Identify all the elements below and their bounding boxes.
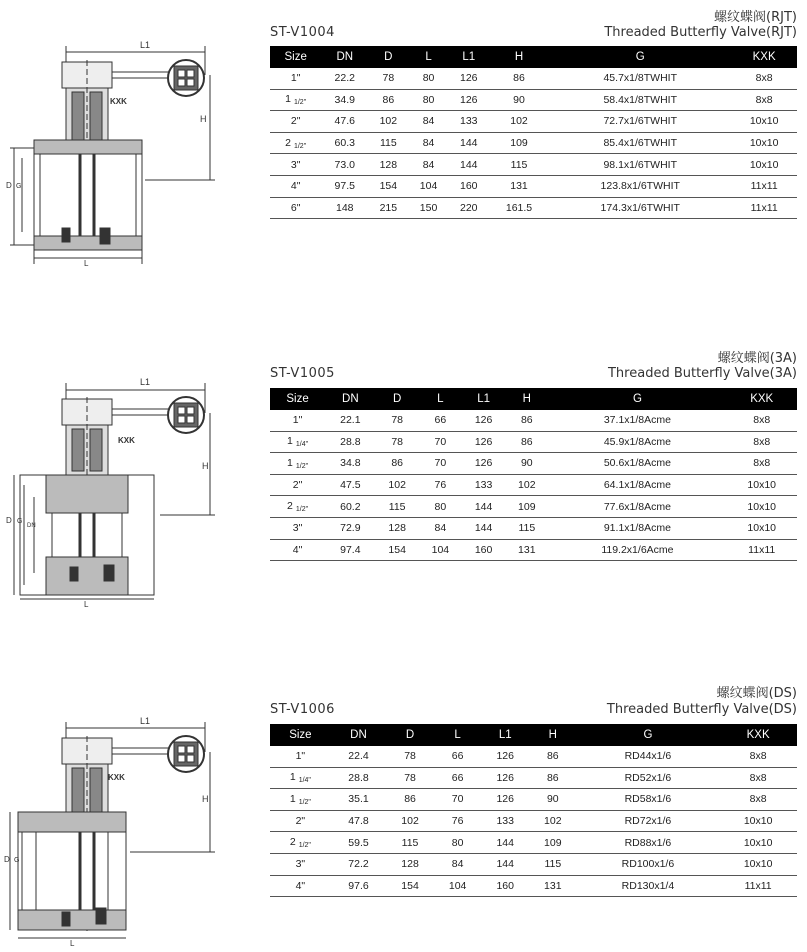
cell-kxk: 8x8 bbox=[719, 767, 797, 789]
size-fraction: 1/2" bbox=[298, 842, 311, 850]
size-value: 1 bbox=[285, 93, 291, 106]
cell-kxk: 8x8 bbox=[719, 789, 797, 811]
cell-l: 84 bbox=[408, 132, 448, 154]
table-row bbox=[270, 89, 797, 111]
valve-drawing-rjt bbox=[0, 0, 230, 270]
cell-l1: 126 bbox=[481, 746, 529, 767]
cell-size bbox=[270, 832, 331, 854]
cell-l1: 126 bbox=[449, 68, 489, 89]
label-g: G bbox=[14, 857, 20, 864]
col-d: D bbox=[368, 46, 408, 68]
label-dn: DN bbox=[27, 523, 36, 529]
cell-h: 86 bbox=[529, 767, 577, 789]
label-l: L bbox=[70, 939, 75, 948]
cell-l: 104 bbox=[434, 875, 482, 897]
cell-l1: 144 bbox=[449, 132, 489, 154]
cell-dn: 28.8 bbox=[325, 431, 375, 453]
cell-dn: 72.9 bbox=[325, 517, 375, 539]
table-row bbox=[270, 197, 797, 219]
cell-l: 80 bbox=[419, 496, 462, 518]
title-cn: 螺纹蝶阀(DS) bbox=[716, 686, 797, 701]
cell-dn: 148 bbox=[321, 197, 368, 219]
cell-g: 91.1x1/8Acme bbox=[548, 517, 726, 539]
size-value: 2" bbox=[292, 479, 303, 492]
table-row bbox=[270, 875, 797, 897]
cell-size bbox=[270, 197, 321, 219]
cell-l1: 126 bbox=[462, 431, 505, 453]
col-size: Size bbox=[270, 388, 325, 410]
section-st-v1004 bbox=[0, 0, 807, 300]
cell-size bbox=[270, 154, 321, 176]
cell-g: RD58x1/6 bbox=[577, 789, 720, 811]
cell-g: 45.7x1/8TWHIT bbox=[549, 68, 731, 89]
cell-l1: 126 bbox=[449, 89, 489, 111]
cell-size bbox=[270, 789, 331, 811]
col-h: H bbox=[489, 46, 549, 68]
cell-h: 90 bbox=[529, 789, 577, 811]
label-h: H bbox=[200, 114, 207, 124]
col-h: H bbox=[529, 724, 577, 746]
cell-h: 86 bbox=[529, 746, 577, 767]
cell-d: 86 bbox=[386, 789, 434, 811]
cell-kxk: 11x11 bbox=[726, 539, 797, 561]
model-number: ST-V1005 bbox=[270, 366, 335, 381]
section-st-v1005 bbox=[0, 335, 807, 635]
table-row bbox=[270, 767, 797, 789]
size-value: 4" bbox=[290, 180, 301, 193]
cell-g: 77.6x1/8Acme bbox=[548, 496, 726, 518]
spec-table bbox=[270, 388, 797, 561]
spec-table bbox=[270, 724, 797, 897]
cell-d: 115 bbox=[386, 832, 434, 854]
model-number: ST-V1004 bbox=[270, 25, 335, 40]
cell-l: 80 bbox=[408, 68, 448, 89]
col-l1: L1 bbox=[481, 724, 529, 746]
cell-l1: 126 bbox=[481, 789, 529, 811]
cell-h: 109 bbox=[505, 496, 548, 518]
table-row bbox=[270, 539, 797, 561]
cell-l1: 144 bbox=[481, 853, 529, 875]
label-l1: L1 bbox=[140, 716, 151, 726]
cell-d: 86 bbox=[368, 89, 408, 111]
table-row bbox=[270, 746, 797, 767]
table-header-row bbox=[270, 46, 797, 68]
size-value: 3" bbox=[295, 858, 306, 871]
cell-l: 70 bbox=[419, 431, 462, 453]
cell-size bbox=[270, 68, 321, 89]
cell-l1: 220 bbox=[449, 197, 489, 219]
cell-h: 115 bbox=[505, 517, 548, 539]
cell-h: 109 bbox=[529, 832, 577, 854]
cell-g: 85.4x1/6TWHIT bbox=[549, 132, 731, 154]
cell-l: 66 bbox=[434, 746, 482, 767]
cell-d: 215 bbox=[368, 197, 408, 219]
cell-g: RD44x1/6 bbox=[577, 746, 720, 767]
table-row bbox=[270, 810, 797, 832]
cell-dn: 47.5 bbox=[325, 474, 375, 496]
col-g: G bbox=[549, 46, 731, 68]
col-d: D bbox=[386, 724, 434, 746]
cell-kxk: 11x11 bbox=[719, 875, 797, 897]
table-header-row bbox=[270, 724, 797, 746]
cell-h: 102 bbox=[505, 474, 548, 496]
cell-h: 102 bbox=[529, 810, 577, 832]
cell-kxk: 8x8 bbox=[726, 453, 797, 475]
cell-kxk: 8x8 bbox=[731, 68, 797, 89]
cell-g: RD72x1/6 bbox=[577, 810, 720, 832]
cell-kxk: 10x10 bbox=[731, 132, 797, 154]
cell-h: 86 bbox=[505, 410, 548, 431]
cell-d: 86 bbox=[376, 453, 419, 475]
cell-d: 102 bbox=[386, 810, 434, 832]
cell-kxk: 10x10 bbox=[726, 474, 797, 496]
cell-dn: 60.3 bbox=[321, 132, 368, 154]
cell-kxk: 11x11 bbox=[731, 175, 797, 197]
label-g: G bbox=[16, 183, 22, 190]
size-value: 3" bbox=[292, 522, 303, 535]
cell-h: 115 bbox=[529, 853, 577, 875]
label-l1: L1 bbox=[140, 40, 151, 50]
table-body bbox=[270, 746, 797, 897]
cell-l1: 160 bbox=[481, 875, 529, 897]
size-value: 1 bbox=[289, 792, 296, 805]
label-kxk: KXK bbox=[108, 773, 125, 782]
size-value: 1" bbox=[295, 750, 306, 763]
cell-kxk: 10x10 bbox=[719, 853, 797, 875]
cell-h: 131 bbox=[489, 175, 549, 197]
col-g: G bbox=[548, 388, 726, 410]
cell-d: 154 bbox=[376, 539, 419, 561]
cell-g: 98.1x1/6TWHIT bbox=[549, 154, 731, 176]
cell-d: 128 bbox=[368, 154, 408, 176]
size-value: 1" bbox=[292, 414, 303, 427]
cell-d: 128 bbox=[386, 853, 434, 875]
cell-h: 131 bbox=[529, 875, 577, 897]
cell-d: 115 bbox=[368, 132, 408, 154]
cell-l1: 160 bbox=[462, 539, 505, 561]
cell-size bbox=[270, 875, 331, 897]
col-l: L bbox=[419, 388, 462, 410]
label-d: D bbox=[6, 516, 12, 525]
title-en: Threaded Butterfly Valve(3A) bbox=[607, 366, 797, 381]
size-fraction: 1/4" bbox=[295, 441, 309, 449]
cell-l1: 144 bbox=[481, 832, 529, 854]
cell-g: RD52x1/6 bbox=[577, 767, 720, 789]
size-value: 1 bbox=[289, 771, 296, 784]
col-d: D bbox=[376, 388, 419, 410]
table-row bbox=[270, 496, 797, 518]
cell-kxk: 8x8 bbox=[731, 89, 797, 111]
cell-dn: 97.5 bbox=[321, 175, 368, 197]
cell-l: 66 bbox=[434, 767, 482, 789]
label-g: G bbox=[17, 518, 23, 525]
label-h: H bbox=[202, 794, 209, 804]
cell-size bbox=[270, 111, 321, 133]
cell-h: 115 bbox=[489, 154, 549, 176]
cell-l1: 126 bbox=[462, 410, 505, 431]
cell-dn: 47.6 bbox=[321, 111, 368, 133]
cell-d: 128 bbox=[376, 517, 419, 539]
cell-h: 102 bbox=[489, 111, 549, 133]
cell-size bbox=[270, 410, 325, 431]
cell-g: 45.9x1/8Acme bbox=[548, 431, 726, 453]
cell-dn: 22.1 bbox=[325, 410, 375, 431]
cell-size bbox=[270, 853, 331, 875]
label-d: D bbox=[4, 855, 10, 864]
cell-d: 78 bbox=[386, 746, 434, 767]
cell-kxk: 8x8 bbox=[719, 746, 797, 767]
cell-d: 78 bbox=[368, 68, 408, 89]
table-row bbox=[270, 431, 797, 453]
cell-g: RD130x1/4 bbox=[577, 875, 720, 897]
valve-drawing-3a bbox=[0, 335, 230, 610]
cell-size bbox=[270, 810, 331, 832]
size-value: 1" bbox=[290, 72, 301, 85]
cell-kxk: 10x10 bbox=[731, 154, 797, 176]
cell-kxk: 11x11 bbox=[731, 197, 797, 219]
cell-dn: 22.2 bbox=[321, 68, 368, 89]
col-size: Size bbox=[270, 46, 321, 68]
cell-l1: 126 bbox=[462, 453, 505, 475]
title-cn: 螺纹蝶阀(3A) bbox=[717, 351, 797, 366]
label-l: L bbox=[84, 600, 89, 609]
cell-g: 119.2x1/6Acme bbox=[548, 539, 726, 561]
section-st-v1006 bbox=[0, 672, 807, 952]
title-en: Threaded Butterfly Valve(RJT) bbox=[604, 25, 797, 40]
label-kxk: KXK bbox=[110, 97, 127, 106]
cell-d: 115 bbox=[376, 496, 419, 518]
cell-dn: 97.6 bbox=[331, 875, 386, 897]
cell-dn: 28.8 bbox=[331, 767, 386, 789]
col-dn: DN bbox=[331, 724, 386, 746]
cell-size bbox=[270, 539, 325, 561]
cell-l1: 160 bbox=[449, 175, 489, 197]
cell-h: 90 bbox=[505, 453, 548, 475]
cell-d: 102 bbox=[376, 474, 419, 496]
col-l: L bbox=[408, 46, 448, 68]
cell-h: 90 bbox=[489, 89, 549, 111]
size-fraction: 1/2" bbox=[295, 462, 309, 470]
table-row bbox=[270, 789, 797, 811]
label-l1: L1 bbox=[140, 377, 151, 387]
cell-l: 70 bbox=[434, 789, 482, 811]
title-en: Threaded Butterfly Valve(DS) bbox=[606, 702, 797, 717]
cell-dn: 35.1 bbox=[331, 789, 386, 811]
cell-size bbox=[270, 175, 321, 197]
cell-dn: 34.8 bbox=[325, 453, 375, 475]
col-h: H bbox=[505, 388, 548, 410]
cell-dn: 73.0 bbox=[321, 154, 368, 176]
cell-d: 154 bbox=[368, 175, 408, 197]
cell-l: 104 bbox=[419, 539, 462, 561]
table-row bbox=[270, 832, 797, 854]
cell-l: 80 bbox=[408, 89, 448, 111]
cell-l: 150 bbox=[408, 197, 448, 219]
size-value: 2 bbox=[287, 500, 293, 513]
cell-size bbox=[270, 431, 325, 453]
table-body bbox=[270, 68, 797, 219]
size-value: 1 bbox=[287, 456, 293, 469]
size-value: 3" bbox=[290, 158, 301, 171]
cell-kxk: 8x8 bbox=[726, 431, 797, 453]
table-row bbox=[270, 453, 797, 475]
cell-size bbox=[270, 517, 325, 539]
col-l: L bbox=[434, 724, 482, 746]
cell-l: 84 bbox=[419, 517, 462, 539]
cell-d: 154 bbox=[386, 875, 434, 897]
cell-l1: 144 bbox=[462, 517, 505, 539]
label-kxk: KXK bbox=[118, 436, 135, 445]
cell-kxk: 10x10 bbox=[719, 832, 797, 854]
cell-size bbox=[270, 89, 321, 111]
cell-l: 66 bbox=[419, 410, 462, 431]
size-value: 2 bbox=[285, 136, 291, 149]
cell-l1: 144 bbox=[462, 496, 505, 518]
cell-l1: 144 bbox=[449, 154, 489, 176]
cell-l1: 133 bbox=[481, 810, 529, 832]
size-value: 2" bbox=[290, 115, 301, 128]
cell-g: 123.8x1/6TWHIT bbox=[549, 175, 731, 197]
cell-g: RD88x1/6 bbox=[577, 832, 720, 854]
cell-l: 84 bbox=[434, 853, 482, 875]
cell-dn: 22.4 bbox=[331, 746, 386, 767]
cell-dn: 72.2 bbox=[331, 853, 386, 875]
table-row bbox=[270, 175, 797, 197]
col-dn: DN bbox=[325, 388, 375, 410]
cell-l: 104 bbox=[408, 175, 448, 197]
col-kxk: KXK bbox=[719, 724, 797, 746]
col-kxk: KXK bbox=[726, 388, 797, 410]
title-cn: 螺纹蝶阀(RJT) bbox=[714, 10, 797, 25]
cell-h: 131 bbox=[505, 539, 548, 561]
col-kxk: KXK bbox=[731, 46, 797, 68]
cell-size bbox=[270, 496, 325, 518]
col-l1: L1 bbox=[449, 46, 489, 68]
cell-kxk: 8x8 bbox=[726, 410, 797, 431]
size-fraction: 1/2" bbox=[298, 798, 311, 806]
cell-d: 102 bbox=[368, 111, 408, 133]
size-value: 1 bbox=[287, 435, 293, 448]
label-l: L bbox=[84, 259, 89, 268]
cell-h: 86 bbox=[505, 431, 548, 453]
spec-table bbox=[270, 46, 797, 219]
table-row bbox=[270, 410, 797, 431]
cell-g: RD100x1/6 bbox=[577, 853, 720, 875]
cell-g: 64.1x1/8Acme bbox=[548, 474, 726, 496]
model-number: ST-V1006 bbox=[270, 702, 335, 717]
cell-l: 84 bbox=[408, 154, 448, 176]
table-row bbox=[270, 132, 797, 154]
cell-l: 84 bbox=[408, 111, 448, 133]
table-row bbox=[270, 154, 797, 176]
size-value: 2 bbox=[289, 836, 296, 849]
size-value: 2" bbox=[295, 815, 306, 828]
cell-l1: 133 bbox=[462, 474, 505, 496]
label-h: H bbox=[202, 461, 209, 471]
cell-d: 78 bbox=[386, 767, 434, 789]
cell-h: 109 bbox=[489, 132, 549, 154]
table-row bbox=[270, 474, 797, 496]
cell-dn: 59.5 bbox=[331, 832, 386, 854]
cell-d: 78 bbox=[376, 431, 419, 453]
table-header-row bbox=[270, 388, 797, 410]
cell-dn: 47.8 bbox=[331, 810, 386, 832]
label-d: D bbox=[6, 181, 12, 190]
cell-kxk: 10x10 bbox=[731, 111, 797, 133]
cell-g: 72.7x1/6TWHIT bbox=[549, 111, 731, 133]
size-value: 4" bbox=[295, 879, 306, 892]
cell-dn: 97.4 bbox=[325, 539, 375, 561]
cell-kxk: 10x10 bbox=[726, 517, 797, 539]
table-row bbox=[270, 111, 797, 133]
size-fraction: 1/4" bbox=[298, 777, 311, 785]
cell-h: 86 bbox=[489, 68, 549, 89]
size-value: 4" bbox=[292, 543, 303, 556]
table-row bbox=[270, 68, 797, 89]
cell-kxk: 10x10 bbox=[726, 496, 797, 518]
table-body bbox=[270, 410, 797, 561]
col-dn: DN bbox=[321, 46, 368, 68]
size-fraction: 1/2" bbox=[293, 99, 307, 107]
col-g: G bbox=[577, 724, 720, 746]
cell-l: 70 bbox=[419, 453, 462, 475]
col-l1: L1 bbox=[462, 388, 505, 410]
col-size: Size bbox=[270, 724, 331, 746]
table-row bbox=[270, 517, 797, 539]
cell-size bbox=[270, 746, 331, 767]
cell-size bbox=[270, 474, 325, 496]
table-row bbox=[270, 853, 797, 875]
cell-l1: 126 bbox=[481, 767, 529, 789]
cell-g: 58.4x1/8TWHIT bbox=[549, 89, 731, 111]
cell-l1: 133 bbox=[449, 111, 489, 133]
cell-size bbox=[270, 767, 331, 789]
cell-dn: 34.9 bbox=[321, 89, 368, 111]
cell-dn: 60.2 bbox=[325, 496, 375, 518]
cell-l: 80 bbox=[434, 832, 482, 854]
cell-l: 76 bbox=[434, 810, 482, 832]
cell-d: 78 bbox=[376, 410, 419, 431]
cell-size bbox=[270, 132, 321, 154]
cell-kxk: 10x10 bbox=[719, 810, 797, 832]
cell-g: 174.3x1/6TWHIT bbox=[549, 197, 731, 219]
cell-l: 76 bbox=[419, 474, 462, 496]
cell-g: 37.1x1/8Acme bbox=[548, 410, 726, 431]
size-fraction: 1/2" bbox=[295, 506, 309, 514]
cell-size bbox=[270, 453, 325, 475]
valve-drawing-ds bbox=[0, 672, 230, 950]
size-fraction: 1/2" bbox=[293, 142, 307, 150]
cell-g: 50.6x1/8Acme bbox=[548, 453, 726, 475]
size-value: 6" bbox=[290, 201, 301, 214]
cell-h: 161.5 bbox=[489, 197, 549, 219]
